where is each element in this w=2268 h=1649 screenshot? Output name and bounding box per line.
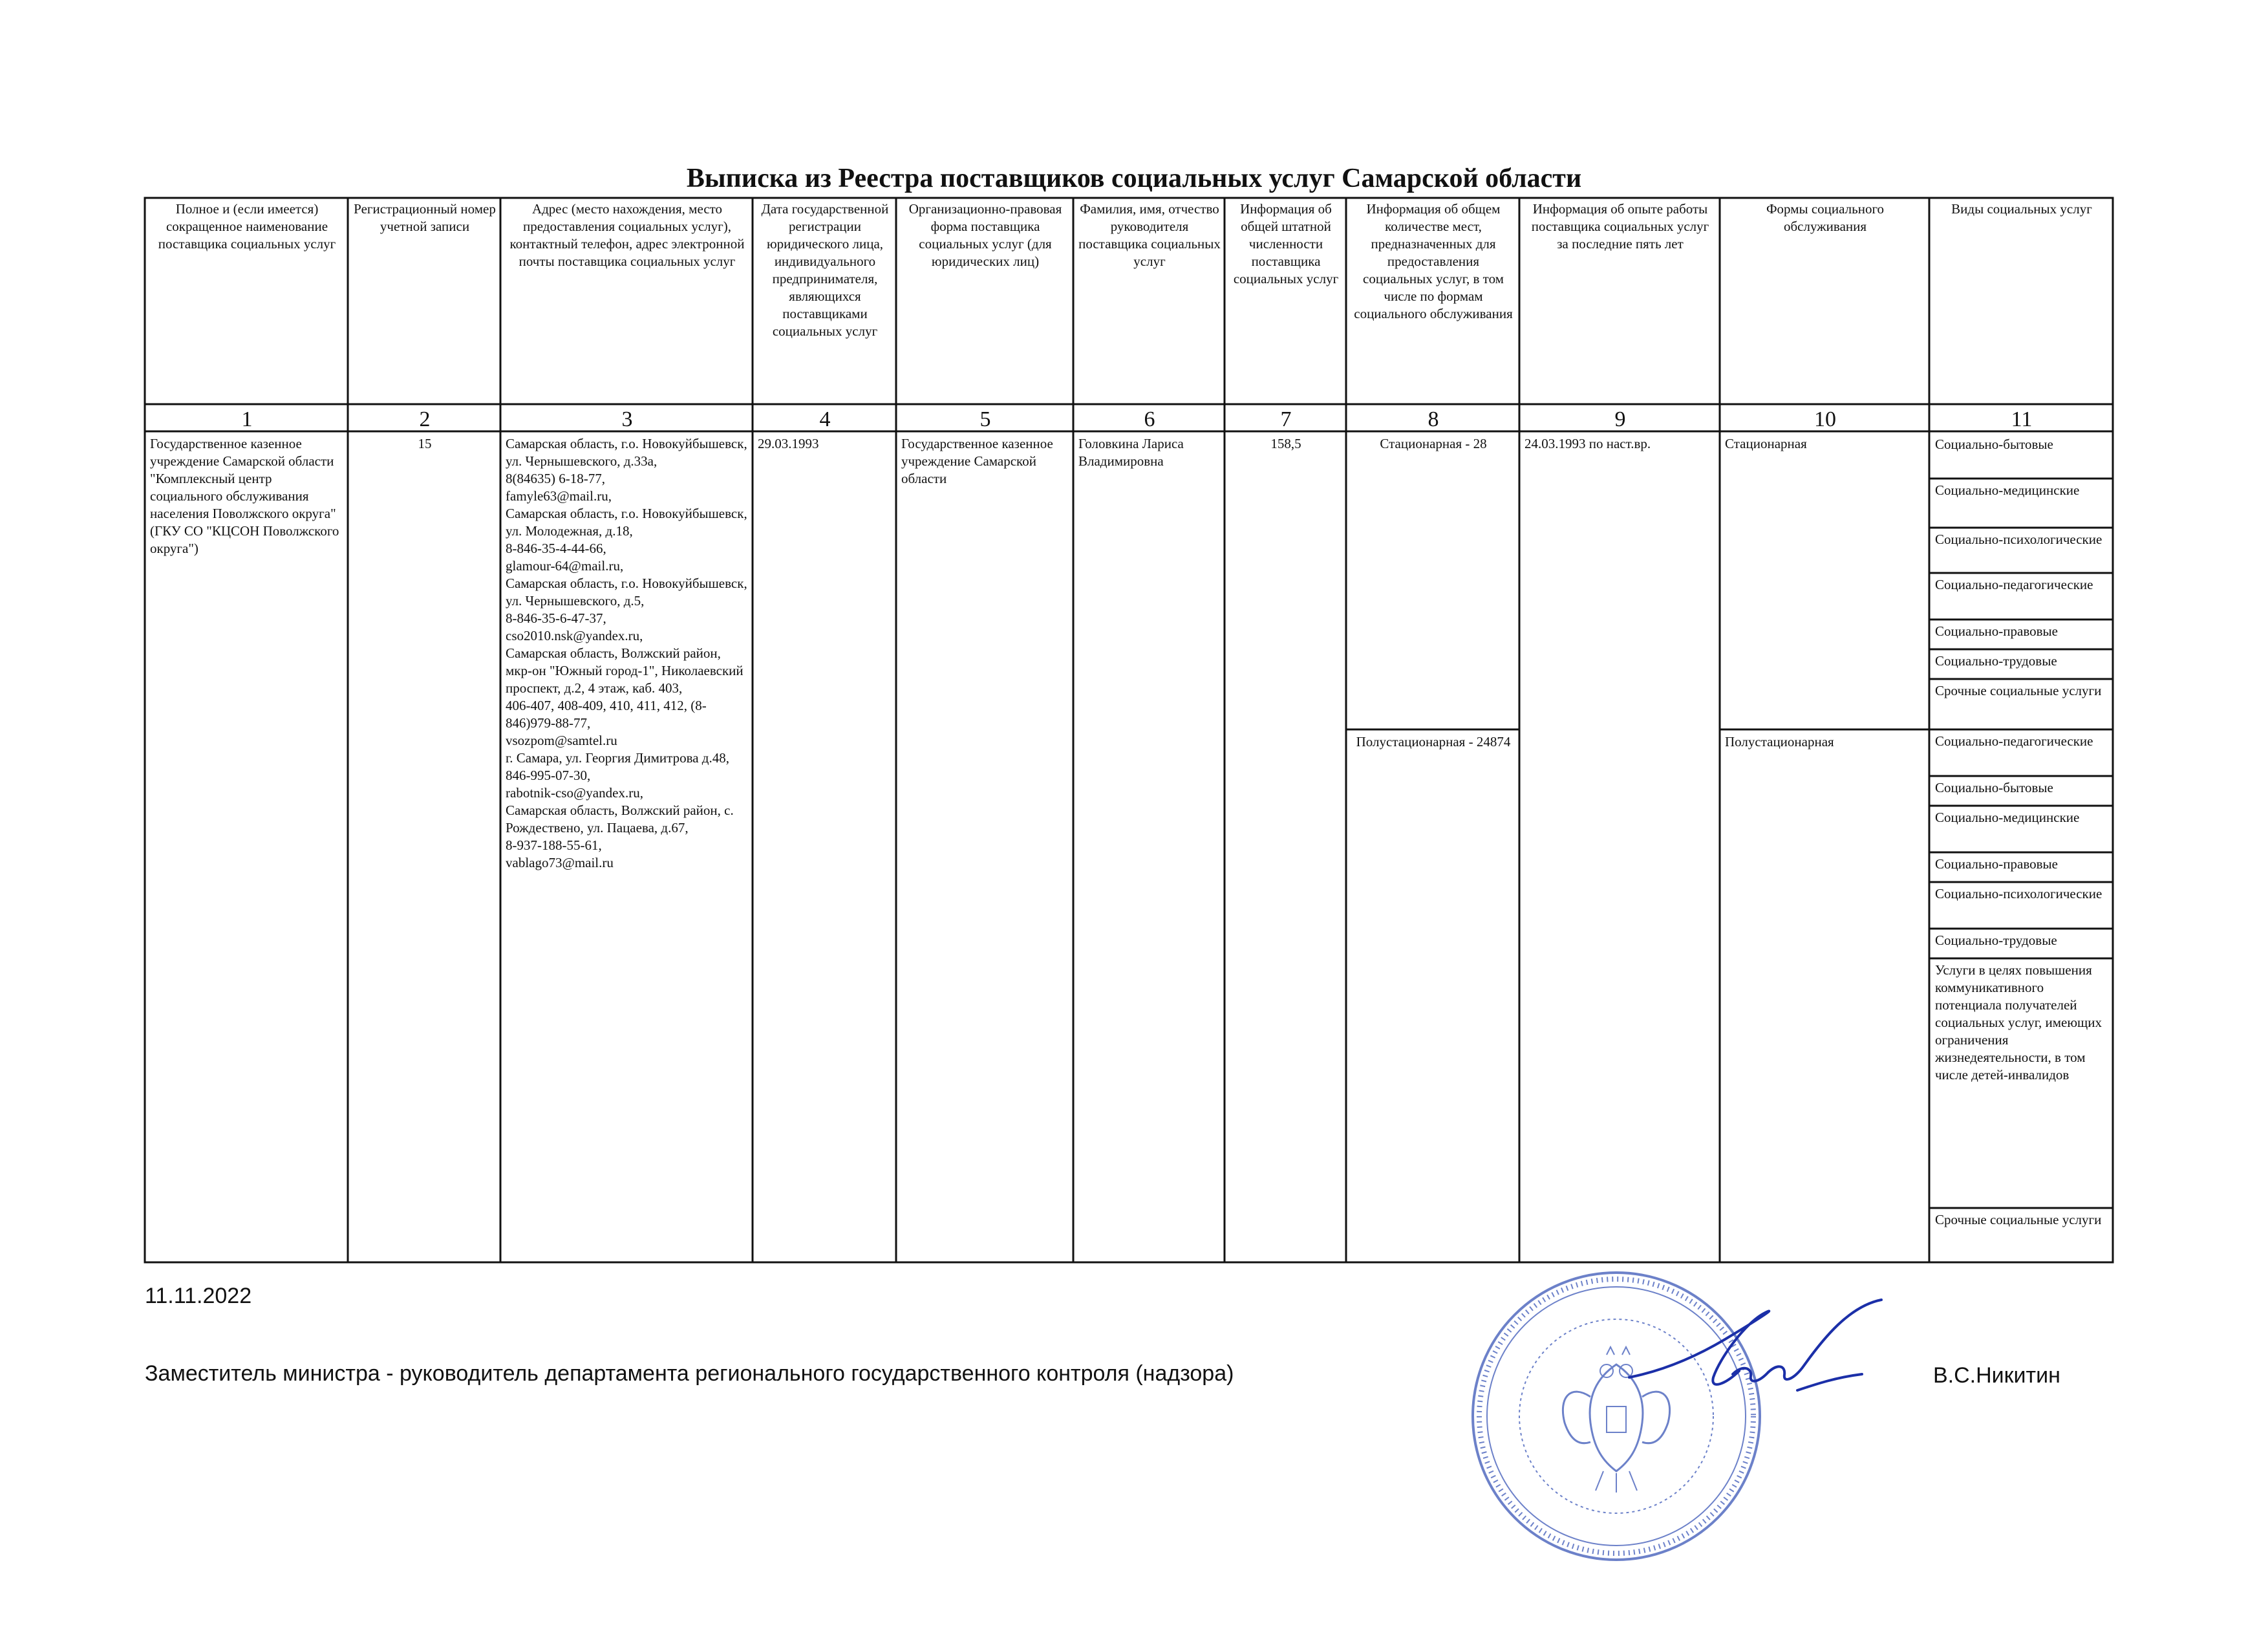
- form-stationary: Стационарная: [1725, 436, 1807, 451]
- address-line: Самарская область, г.о. Новокуйбышевск, ул. Чернышевского, д.5,: [506, 576, 747, 609]
- document-title: Выписка из Реестра поставщиков социальных услуг Самарской области: [686, 164, 1582, 193]
- column-number: 1: [241, 407, 253, 431]
- header-col-3: Адрес (место нахождения, место предоставления социальных услуг), контактный телефон, адрес электронной почты поставщика социальных услуг: [509, 201, 745, 269]
- document-date: 11.11.2022: [145, 1284, 252, 1308]
- column-number: 10: [1814, 407, 1836, 431]
- signatory-title: Заместитель министра - руководитель департамента регионального государственного контроля (надзора): [145, 1361, 1234, 1386]
- column-number: 8: [1428, 407, 1439, 431]
- address-line: 8-846-35-4-44-66,: [506, 541, 606, 556]
- service-item: Социально-медицинские: [1935, 810, 2080, 825]
- address-line: glamour-64@mail.ru,: [506, 558, 624, 574]
- service-item: Социально-трудовые: [1935, 932, 2057, 948]
- service-item: Срочные социальные услуги: [1935, 1212, 2102, 1227]
- address-line: cso2010.nsk@yandex.ru,: [506, 628, 643, 643]
- legal-form: Государственное казенное учреждение Самарской области: [901, 436, 1053, 486]
- header-col-11: Виды социальных услуг: [1951, 201, 2092, 217]
- service-item: Социально-правовые: [1935, 856, 2058, 872]
- column-number: 2: [419, 407, 431, 431]
- address-line: 846-995-07-30,: [506, 768, 591, 783]
- service-item: Социально-правовые: [1935, 623, 2058, 639]
- service-item: Социально-психологические: [1935, 532, 2102, 547]
- director-name: Головкина Лариса Владимировна: [1078, 436, 1184, 469]
- header-col-5: Организационно-правовая форма поставщика социальных услуг (для юридических лиц): [908, 201, 1062, 269]
- header-col-1: Полное и (если имеется) сокращенное наименование поставщика социальных услуг: [158, 201, 336, 252]
- staff-count: 158,5: [1270, 436, 1301, 451]
- address-line: 406-407, 408-409, 410, 411, 412, (8-846)979-88-77,: [506, 698, 707, 731]
- service-item: Услуги в целях повышения коммуникативного потенциала получателей социальных услуг, имеющих ограничения жизнедеятельности, в том числе детей-инвалидов: [1935, 962, 2102, 1083]
- places-semi-stationary: Полустационарная - 24874: [1356, 734, 1511, 749]
- service-item: Социально-педагогические: [1935, 577, 2093, 592]
- column-number: 4: [819, 407, 831, 431]
- address-line: 8-846-35-6-47-37,: [506, 610, 606, 626]
- registration-number: 15: [418, 436, 432, 451]
- address-line: Самарская область, Волжский район, с. Рождествено, ул. Пацаева, д.67,: [506, 803, 734, 835]
- header-col-9: Информация об опыте работы поставщика социальных услуг за последние пять лет: [1531, 201, 1709, 252]
- address-line: Самарская область, г.о. Новокуйбышевск, ул. Чернышевского, д.33а,: [506, 436, 747, 469]
- column-number: 5: [979, 407, 991, 431]
- service-item: Социально-психологические: [1935, 886, 2102, 901]
- service-item: Социально-бытовые: [1935, 436, 2053, 452]
- address-line: Самарская область, г.о. Новокуйбышевск, ул. Молодежная, д.18,: [506, 506, 747, 539]
- header-col-6: Фамилия, имя, отчество руководителя поставщика социальных услуг: [1078, 201, 1221, 269]
- address-line: 8-937-188-55-61,: [506, 837, 602, 853]
- header-col-8: Информация об общем количестве мест, предназначенных для предоставления социальных услуг, в том числе по формам социального обслуживания: [1354, 201, 1513, 321]
- column-number: 3: [621, 407, 633, 431]
- service-item: Социально-бытовые: [1935, 780, 2053, 795]
- address-line: rabotnik-cso@yandex.ru,: [506, 785, 643, 801]
- address-line: vsozpom@samtel.ru: [506, 733, 617, 748]
- column-number: 11: [2011, 407, 2033, 431]
- address-line: Самарская область, Волжский район, мкр-он "Южный город-1", Николаевский проспект, д.2, 4 этаж, каб. 403,: [506, 645, 744, 696]
- service-item: Срочные социальные услуги: [1935, 683, 2102, 698]
- service-item: Социально-педагогические: [1935, 733, 2093, 749]
- signatory-name: В.С.Никитин: [1933, 1363, 2060, 1388]
- provider-addresses: [502, 433, 753, 1053]
- column-number: 6: [1144, 407, 1155, 431]
- address-line: famyle63@mail.ru,: [506, 488, 612, 504]
- header-col-10: Формы социального обслуживания: [1766, 201, 1885, 234]
- places-stationary: Стационарная - 28: [1380, 436, 1487, 451]
- signature-icon: [1603, 1293, 1901, 1423]
- registration-date: 29.03.1993: [758, 436, 819, 451]
- service-item: Социально-трудовые: [1935, 653, 2057, 669]
- header-col-2: Регистрационный номер учетной записи: [354, 201, 496, 234]
- column-number: 9: [1614, 407, 1626, 431]
- service-item: Социально-медицинские: [1935, 482, 2080, 498]
- header-col-7: Информация об общей штатной численности поставщика социальных услуг: [1233, 201, 1339, 286]
- address-line: г. Самара, ул. Георгия Димитрова д.48,: [506, 750, 729, 766]
- provider-name: Государственное казенное учреждение Самарской области "Комплексный центр социального обслуживания населения Поволжского округа" (ГКУ СО "КЦСОН Поволжского округа"): [150, 436, 339, 556]
- address-line: vablago73@mail.ru: [506, 855, 614, 870]
- address-line: 8(84635) 6-18-77,: [506, 471, 605, 486]
- work-experience: 24.03.1993 по наст.вр.: [1524, 436, 1651, 451]
- header-col-4: Дата государственной регистрации юридического лица, индивидуального предпринимателя, являющихся поставщиками социальных услуг: [761, 201, 889, 339]
- form-semi-stationary: Полустационарная: [1725, 734, 1834, 749]
- column-number: 7: [1280, 407, 1292, 431]
